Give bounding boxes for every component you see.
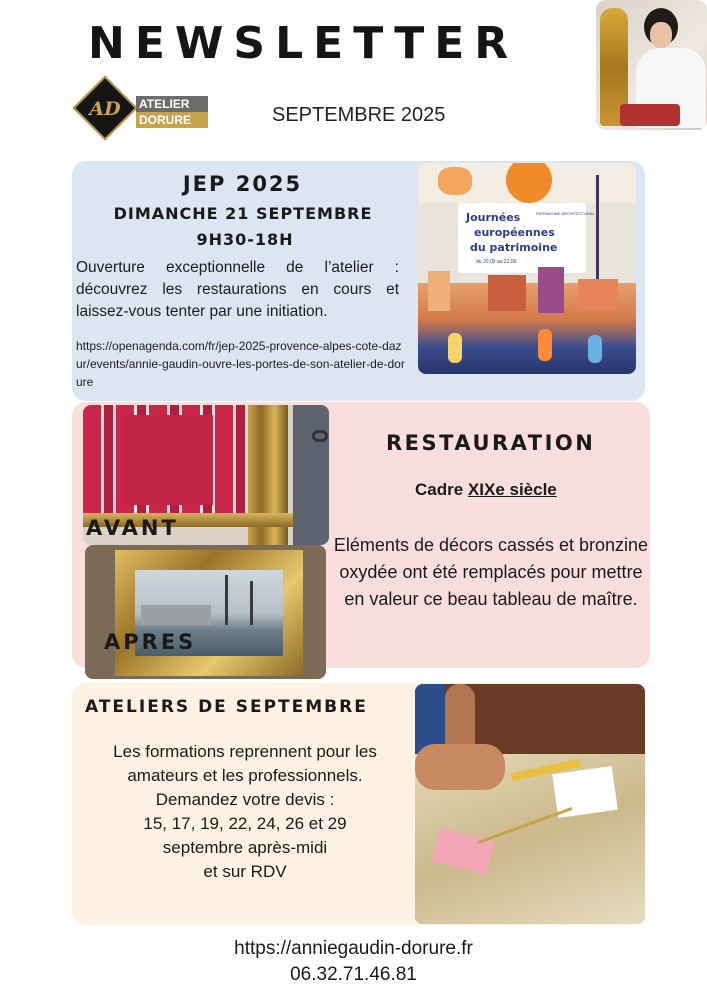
poster-mast (596, 175, 599, 295)
newsletter-title: NEWSLETTER (88, 18, 519, 69)
poster-cloud (438, 167, 472, 195)
poster-building (488, 275, 526, 311)
after-label: APRES (104, 630, 197, 654)
ateliers-line: et sur RDV (203, 862, 287, 881)
jep-description: Ouverture exceptionnelle de l’atelier : découvrez les restaurations en cours et laissez-vous tenter par une initiation. (76, 259, 399, 320)
worker-hand (415, 744, 505, 790)
painting-mast (225, 575, 228, 625)
artisan-portrait-photo (596, 0, 707, 130)
logo-line-atelier: ATELIER (136, 96, 208, 112)
poster-figure (538, 329, 552, 361)
poster-dates: du 20.09 au 21.09 (476, 259, 517, 265)
ateliers-line: amateurs et les professionnels. (127, 766, 363, 785)
gilding-workshop-photo (415, 684, 645, 924)
poster-small-text: PATRIMOINE ARCHITECTURAL (536, 211, 595, 216)
poster-figure (588, 335, 602, 363)
jep-date: DIMANCHE 21 SEPTEMBRE (113, 204, 373, 223)
subtitle-prefix: Cadre (415, 480, 468, 499)
issue-date: SEPTEMBRE 2025 (272, 104, 446, 126)
artisan-face (650, 22, 672, 48)
ateliers-dates: 15, 17, 19, 22, 24, 26 et 29 (143, 814, 347, 833)
ateliers-line: septembre après-midi (162, 838, 328, 857)
ateliers-line: Demandez votre devis : (155, 790, 335, 809)
poster-title-line2: européennes (474, 226, 555, 239)
poster-building (538, 267, 564, 313)
website-link[interactable]: https://anniegaudin-dorure.fr (234, 938, 473, 959)
subtitle-century: XIXe siècle (467, 480, 557, 499)
wall-hook-icon (312, 430, 328, 442)
after-restoration-photo (85, 545, 326, 679)
painting-harbour (141, 605, 211, 625)
poster-building (578, 279, 618, 309)
jep-event-link[interactable]: https://openagenda.com/fr/jep-2025-provence-alpes-cote-dazur/events/annie-gaudin-ouvre-les-portes-de-son-atelier-de-dorure (76, 339, 405, 389)
jep-poster-image (418, 163, 636, 374)
jep-title: JEP 2025 (182, 172, 303, 196)
restauration-description: Eléments de décors cassés et bronzine oxydée ont été remplacés pour mettre en valeur ce beau tableau de maître. (333, 535, 649, 609)
before-label: AVANT (86, 516, 179, 540)
logo-monogram: AD (89, 98, 121, 120)
logo-wordmark (136, 96, 208, 128)
wall-background (293, 405, 329, 545)
poster-figure (448, 333, 462, 363)
jep-hours: 9H30-18H (196, 230, 294, 249)
painting-mast (250, 581, 253, 625)
poster-title-line1: Journées (466, 211, 521, 224)
phone-number[interactable]: 06.32.71.46.81 (290, 964, 417, 985)
logo-line-dorure: DORURE (136, 112, 208, 128)
restauration-title: RESTAURATION (386, 431, 596, 455)
ateliers-line: Les formations reprennent pour les (113, 742, 377, 761)
ateliers-title: ATELIERS DE SEPTEMBRE (85, 697, 368, 717)
atelier-dorure-logo (74, 80, 214, 146)
ateliers-description (80, 740, 410, 884)
poster-sun (506, 163, 552, 203)
embroidered-fabric-center (123, 415, 213, 505)
poster-title-line3: du patrimoine (470, 241, 558, 254)
red-cloth (620, 104, 680, 126)
poster-building (428, 271, 450, 311)
restauration-subtitle (415, 480, 557, 500)
